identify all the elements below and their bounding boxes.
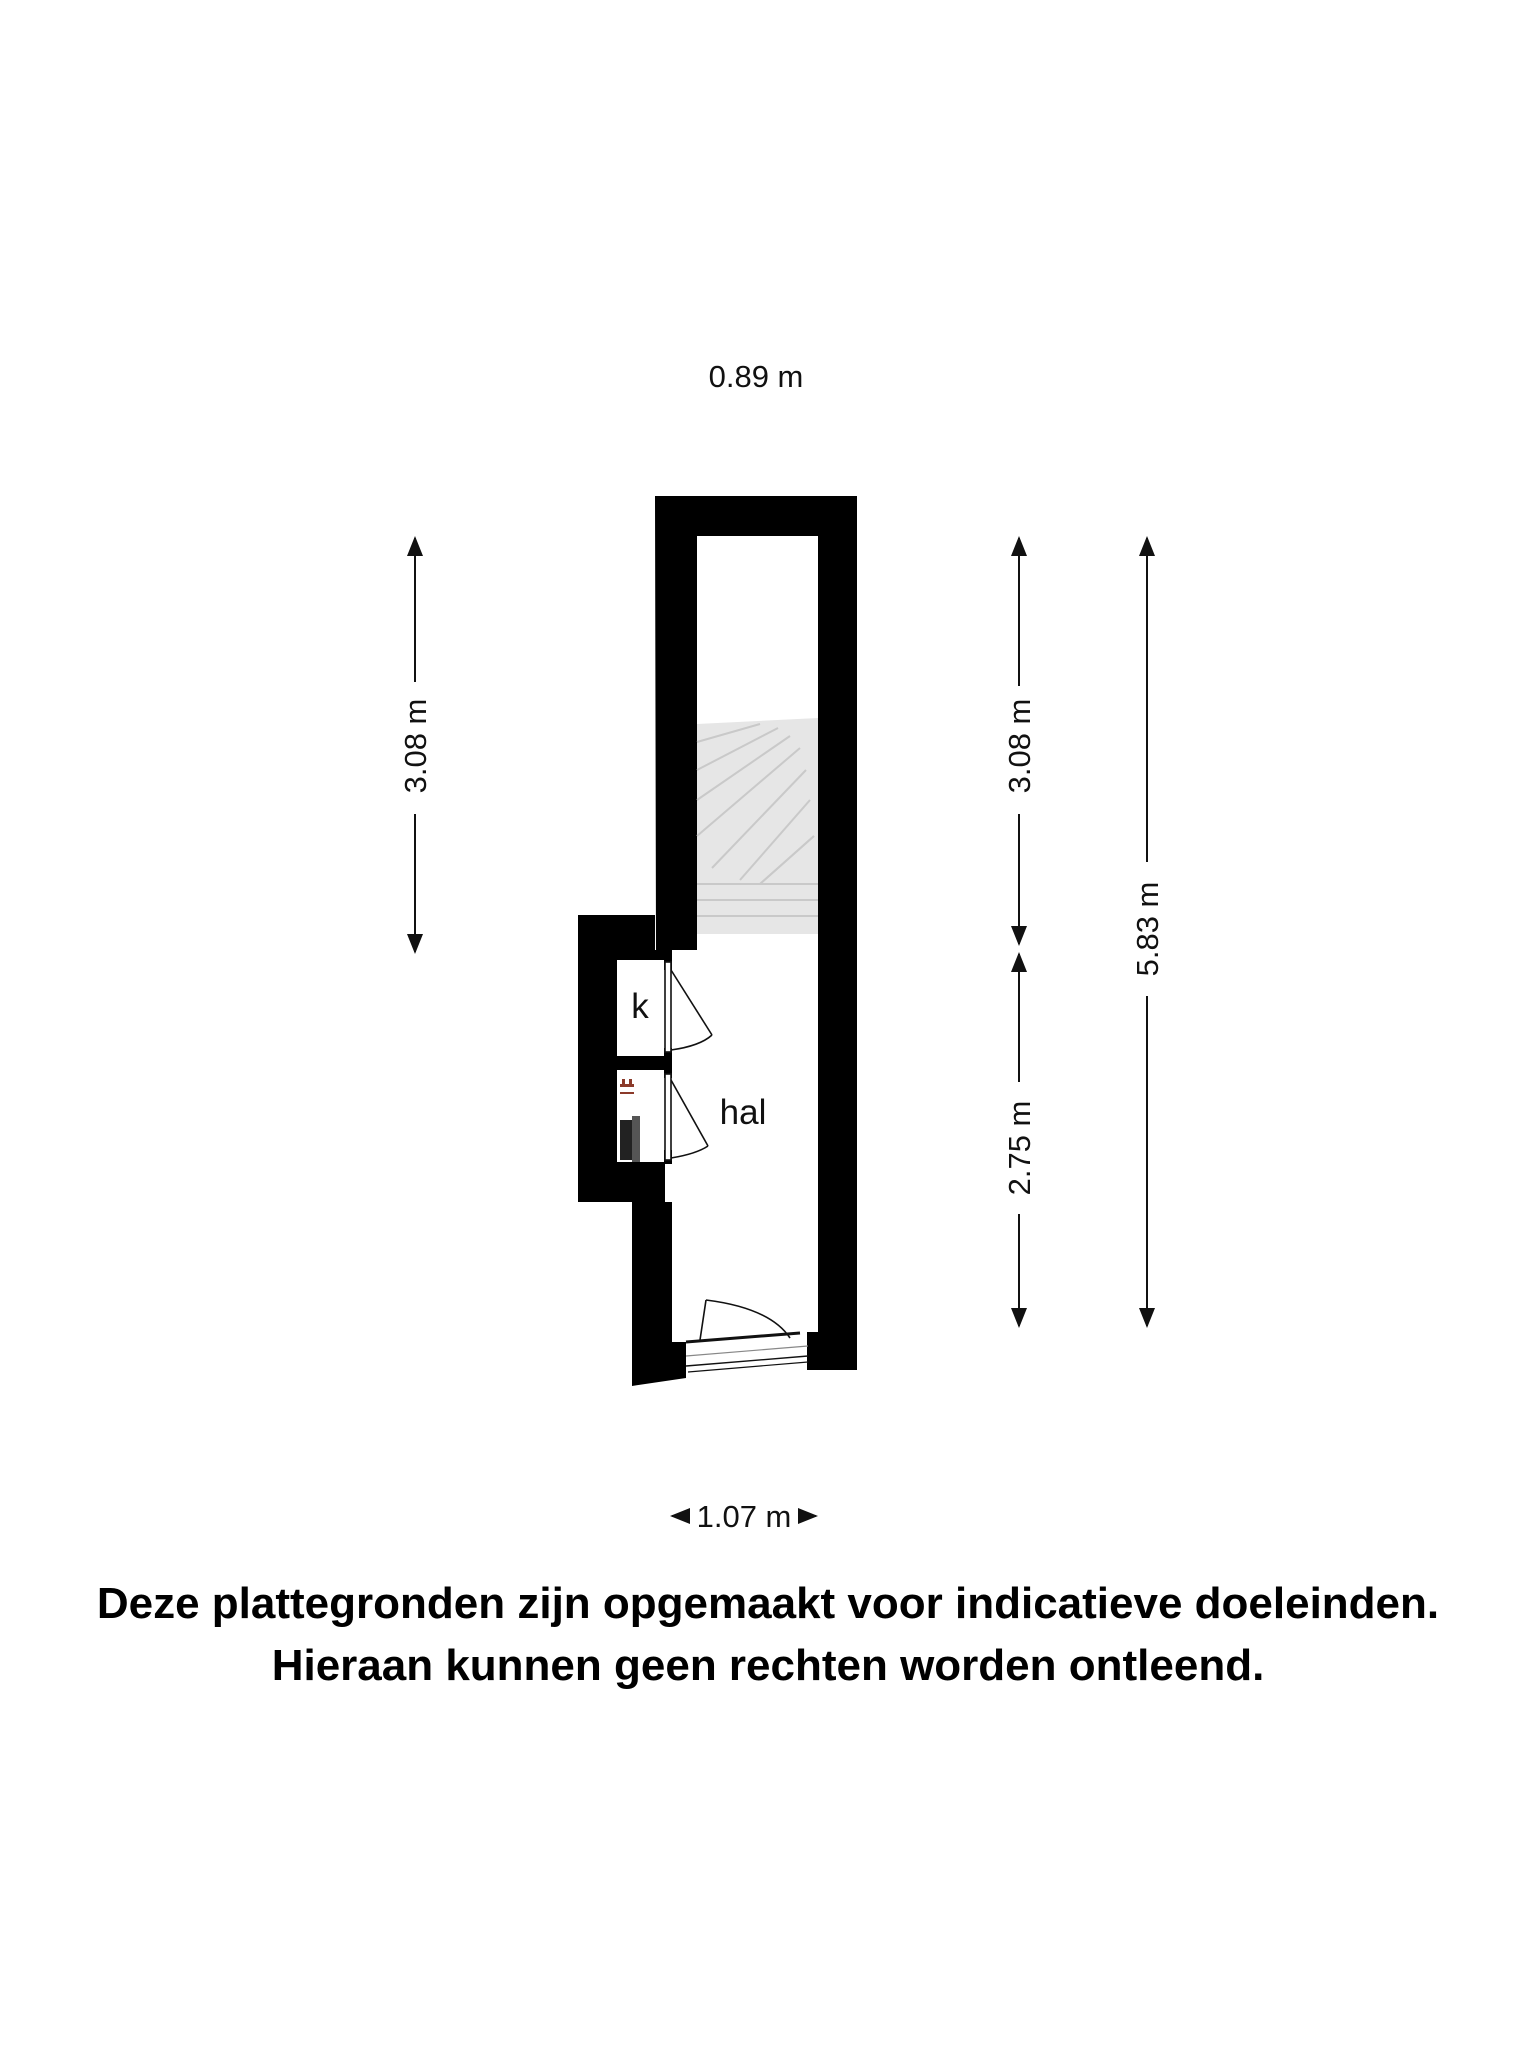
closet-doors (665, 962, 712, 1160)
disclaimer-line-2: Hieraan kunnen geen rechten worden ontleend. (271, 1641, 1265, 1690)
dim-top-width-label: 0.89 m (708, 359, 804, 394)
dimension-lines (415, 538, 1147, 1516)
staircase (697, 718, 818, 934)
heater-symbol (620, 1079, 634, 1094)
dim-left-upper-label: 3.08 m (398, 698, 433, 794)
disclaimer-line-1: Deze plattegronden zijn opgemaakt voor indicatieve doeleinden. (96, 1579, 1440, 1628)
dim-right-lower-label: 2.75 m (1002, 1100, 1037, 1196)
boiler-symbol (620, 1116, 640, 1162)
dim-right-upper-label: 3.08 m (1002, 698, 1037, 794)
front-door (686, 1300, 808, 1372)
walls (578, 496, 857, 1386)
room-label-hall: hal (719, 1093, 767, 1132)
dim-total-label: 5.83 m (1130, 881, 1165, 977)
dim-bottom-width-label: 1.07 m (696, 1499, 792, 1534)
stairs-area (697, 718, 818, 934)
hall-left-wall (632, 1202, 686, 1386)
room-label-closet: k (631, 987, 649, 1026)
